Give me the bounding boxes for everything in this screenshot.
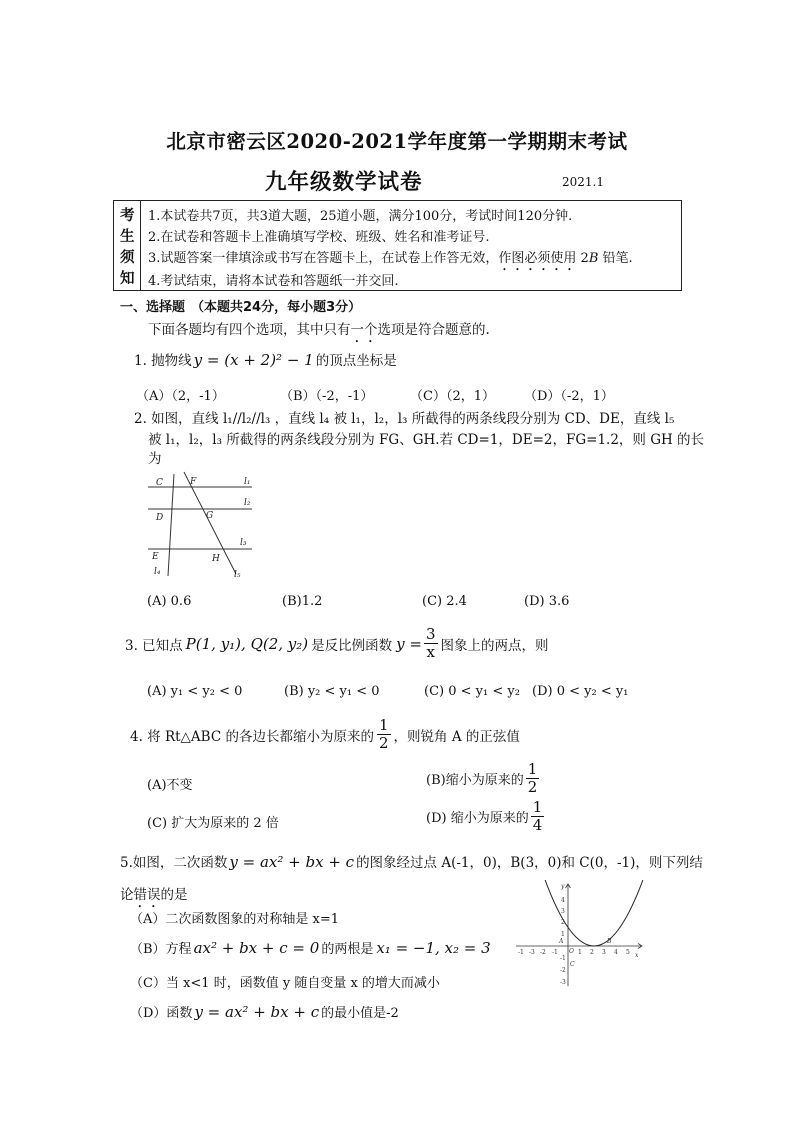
q5-option-d[interactable]: （D）函数 y = ax² + bx + c 的最小值是-2	[130, 1003, 399, 1021]
label-l1: l₁	[244, 477, 251, 487]
q3-option-d[interactable]: (D) 0 < y₂ < y₁	[532, 684, 629, 699]
q3-fraction: $\frac{3}{x}$	[425, 625, 436, 661]
point-label-B: B	[607, 938, 612, 945]
q5-option-c[interactable]: （C）当 x<1 时，函数值 y 随自变量 x 的增大而减小	[130, 976, 440, 991]
q4-option-d[interactable]: (D) 缩小为原来的 $\frac{1}{4}$	[426, 798, 543, 834]
exam-date: 2021.1	[562, 175, 604, 189]
x-tick: 1	[578, 949, 582, 956]
question-5-stem-line2: 论错误的是	[120, 887, 188, 903]
q1-option-c[interactable]: （C）（2，1）	[410, 389, 495, 404]
q2-option-b[interactable]: (B)1.2	[282, 594, 323, 609]
section-heading: 一、选择题 （本题共24分，每小题3分）	[120, 300, 362, 315]
x-tick: 5	[626, 949, 630, 956]
q2-option-a[interactable]: (A) 0.6	[147, 594, 192, 609]
x-tick: 4	[614, 949, 618, 956]
label-H: H	[212, 554, 220, 564]
q1-option-d[interactable]: （D）（-2，1）	[524, 389, 614, 404]
q2-option-c[interactable]: (C) 2.4	[422, 594, 467, 609]
q2-figure	[140, 470, 265, 585]
parabola-curve	[545, 880, 643, 946]
y-tick: -1	[560, 955, 566, 962]
exam-subtitle: 九年级数学试卷	[265, 170, 423, 195]
y-tick: -3	[560, 979, 566, 986]
notice-line-3: 3.试题答案一律填涂或书写在答题卡上，在试卷上作答无效，作图必须使用 2B 铅笔.	[148, 251, 633, 266]
y-tick: 2	[561, 919, 565, 926]
label-C: C	[156, 478, 163, 488]
q2-option-d[interactable]: (D) 3.6	[524, 594, 570, 609]
point-label-A: A	[559, 938, 564, 945]
x-tick: 2	[590, 949, 594, 956]
question-4-stem: 4. 将 Rt△ABC 的各边长都缩小为原来的 $\frac{1}{2}$ ，则锐角 A 的正弦值	[130, 716, 520, 752]
x-tick: -1	[552, 949, 558, 956]
y-tick: 1	[561, 931, 565, 938]
notice-label-char: 须	[120, 249, 135, 266]
q3-option-c[interactable]: (C) 0 < y₁ < y₂	[424, 684, 520, 699]
notice-line-4: 4.考试结束，请将本试卷和答题纸一并交回.	[148, 274, 399, 289]
line-l4	[168, 474, 174, 576]
label-D: D	[156, 513, 164, 523]
question-2-stem-line3: 为	[148, 451, 162, 467]
question-2-stem-line1: 2. 如图，直线 l₁//l₂//l₃ ，直线 l₄ 被 l₁，l₂，l₃ 所截得的两条线段分别为 CD、DE，直线 l₅	[134, 411, 675, 427]
notice-box	[113, 200, 682, 291]
section-intro: 下面各题均有四个选项，其中只有一个选项是符合题意的.	[148, 322, 490, 338]
notice-label-char: 生	[120, 228, 135, 245]
notice-line-2: 2.在试卷和答题卡上准确填写学校、班级、姓名和准考证号.	[148, 230, 490, 245]
q1-option-a[interactable]: （A）（2，-1）	[136, 389, 225, 404]
label-E: E	[152, 552, 159, 562]
label-l5: l₅	[234, 570, 241, 580]
question-1-stem: 1. 抛物线 y = (x + 2)² − 1 的顶点坐标是	[134, 351, 397, 369]
label-G: G	[206, 511, 214, 521]
x-tick: -1	[518, 949, 524, 956]
label-l4: l₄	[154, 567, 161, 577]
point-label-O: O	[569, 948, 574, 955]
q1-option-b[interactable]: （B）（-2，-1）	[280, 389, 374, 404]
label-F: F	[190, 477, 197, 487]
notice-emphasis: 作图必须使用	[498, 251, 577, 266]
q4-option-a[interactable]: (A)不变	[147, 778, 193, 793]
y-axis-label: y	[561, 883, 565, 890]
q5-option-b[interactable]: （B）方程 ax² + bx + c = 0 的两根是 x₁ = −1, x₂ = 3	[130, 939, 491, 957]
y-tick: 4	[561, 897, 565, 904]
q4-fraction: $\frac{1}{2}$	[378, 716, 389, 752]
notice-label	[114, 201, 141, 290]
notice-label-char: 考	[120, 207, 135, 224]
q4-option-c[interactable]: (C) 扩大为原来的 2 倍	[147, 816, 279, 831]
question-2-stem-line2: 被 l₁，l₂，l₃ 所截得的两条线段分别为 FG、GH.若 CD=1，DE=2，FG=1.2，则 GH 的长	[148, 432, 705, 448]
question-3-stem: 3. 已知点 P(1, y₁), Q(2, y₂) 是反比例函数 y = $\frac{3}{x}$ 图象上的两点，则	[125, 625, 549, 661]
x-tick: 3	[602, 949, 606, 956]
point-label-C: C	[570, 961, 575, 968]
q4-option-b[interactable]: (B)缩小为原来的 $\frac{1}{2}$	[426, 760, 538, 796]
x-tick: -2	[540, 949, 546, 956]
notice-line-1: 1.本试卷共7页，共3道大题，25道小题，满分100分，考试时间120分钟.	[148, 209, 573, 224]
q3-option-b[interactable]: (B) y₂ < y₁ < 0	[284, 684, 380, 699]
y-tick: -2	[560, 967, 566, 974]
label-l2: l₂	[244, 498, 251, 508]
q5-parabola-graph	[512, 880, 647, 990]
y-tick: 3	[561, 908, 565, 915]
exam-title: 北京市密云区2020-2021学年度第一学期期末考试	[166, 130, 628, 153]
q5-option-a[interactable]: （A）二次函数图象的对称轴是 x=1	[130, 912, 340, 927]
notice-label-char: 知	[120, 270, 135, 287]
x-tick: -3	[529, 949, 535, 956]
label-l3: l₃	[240, 538, 247, 548]
x-axis-label: x	[635, 952, 639, 959]
q3-option-a[interactable]: (A) y₁ < y₂ < 0	[147, 684, 243, 699]
question-5-stem-line1: 5.如图，二次函数 y = ax² + bx + c 的图象经过点 A(-1，0)，B(3，0)和 C(0，-1)，则下列结	[120, 853, 703, 871]
